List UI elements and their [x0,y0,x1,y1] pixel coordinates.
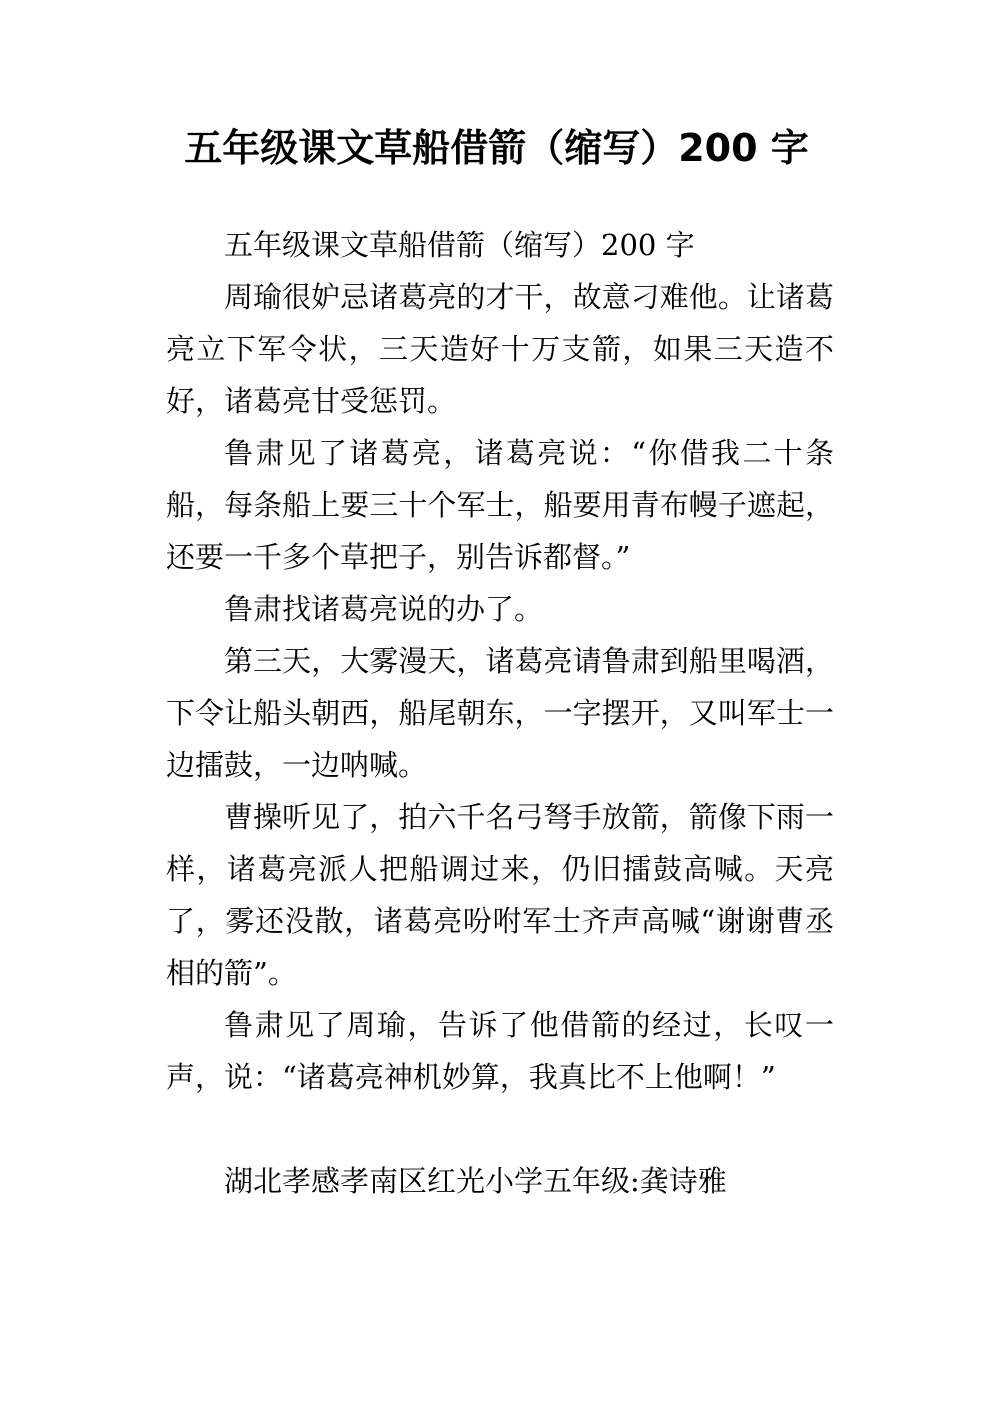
body-paragraph: 曹操听见了，拍六千名弓弩手放箭，箭像下雨一样，诸葛亮派人把船调过来，仍旧擂鼓高喊。天亮了，雾还没散，诸葛亮吩咐军士齐声高喊“谢谢曹丞相的箭”。 [166,800,834,990]
document-body [166,219,834,1207]
document-title: 五年级课文草船借箭（缩写）200 字 [184,126,809,170]
body-paragraph: 鲁肃找诸葛亮说的办了。 [224,592,544,626]
paragraph-spacer [166,1103,834,1155]
subtitle-paragraph: 五年级课文草船借箭（缩写）200 字 [224,228,695,262]
body-paragraph: 第三天，大雾漫天，诸葛亮请鲁肃到船里喝酒，下令让船头朝西，船尾朝东，一字摆开，又叫军士一边擂鼓，一边呐喊。 [166,644,834,782]
body-paragraph: 周瑜很妒忌诸葛亮的才干，故意刁难他。让诸葛亮立下军令状，三天造好十万支箭，如果三天造不好，诸葛亮甘受惩罚。 [166,280,834,418]
body-paragraph: 鲁肃见了诸葛亮，诸葛亮说：“你借我二十条船，每条船上要三十个军士，船要用青布幔子遮起，还要一千多个草把子，别告诉都督。” [166,436,834,574]
author-signature: 湖北孝感孝南区红光小学五年级:龚诗雅 [224,1164,727,1198]
body-paragraph: 鲁肃见了周瑜，告诉了他借箭的经过，长叹一声，说：“诸葛亮神机妙算，我真比不上他啊！” [166,1008,834,1094]
